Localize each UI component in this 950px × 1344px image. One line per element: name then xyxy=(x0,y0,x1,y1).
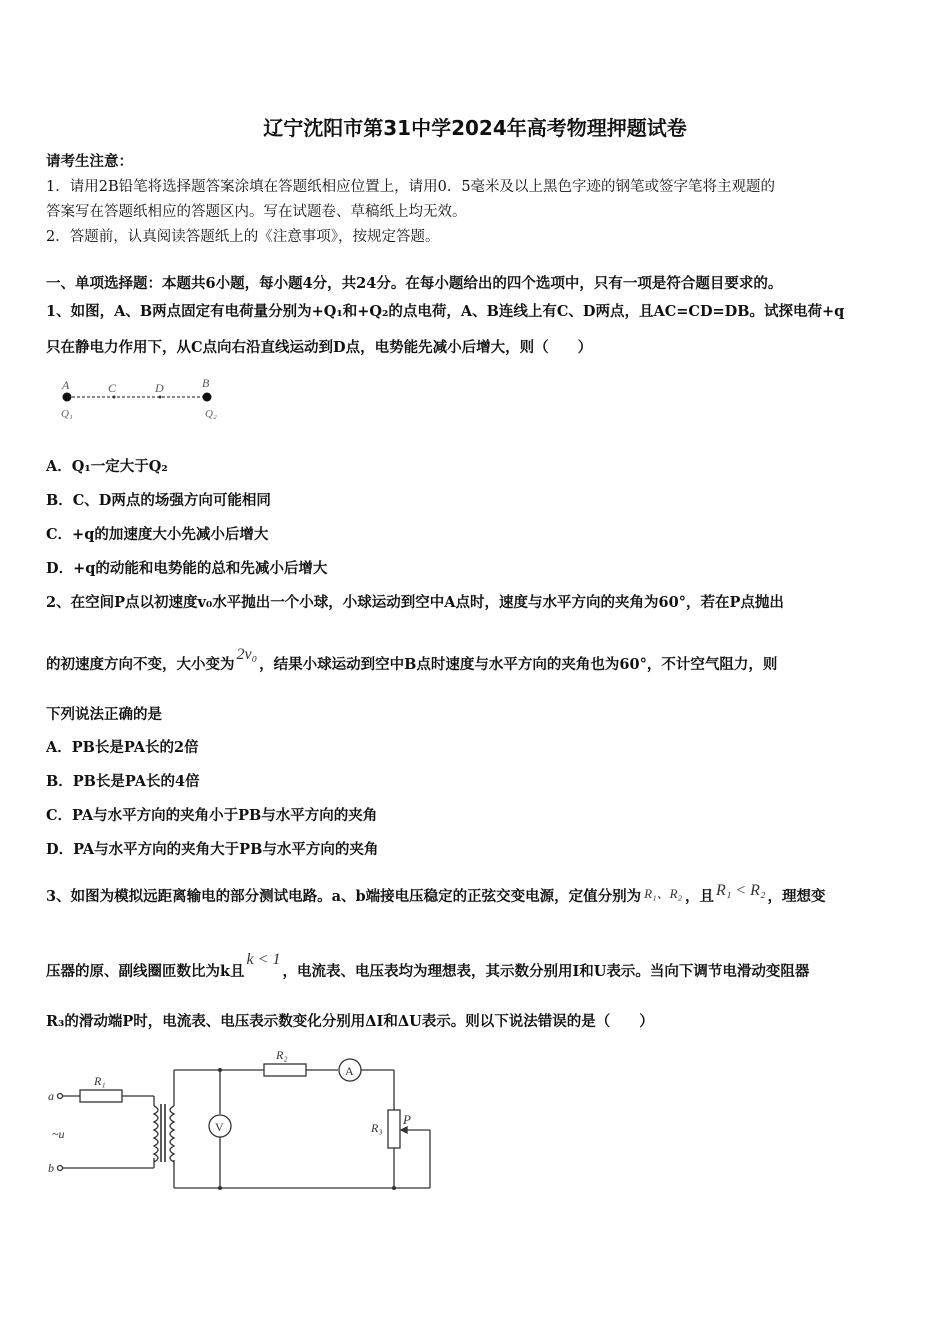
section-heading: 一、单项选择题：本题共6小题，每小题4分，共24分。在每小题给出的四个选项中，只有一项是符合题目要求的。 xyxy=(46,275,783,292)
q1-label-d: D xyxy=(155,381,164,395)
q2-option-c: C．PA与水平方向的夹角小于PB与水平方向的夹角 xyxy=(46,807,378,824)
q3-math-k-lt-1: k < 1 xyxy=(246,951,281,968)
q3-terminal-b xyxy=(58,1166,63,1171)
q3-voltmeter-label: V xyxy=(215,1120,224,1134)
q3-junction-top xyxy=(218,1068,222,1072)
q3-label-r3: R₃ xyxy=(371,1121,383,1135)
q1-label-a: A xyxy=(62,378,70,392)
q1-charge-q2 xyxy=(203,393,212,402)
q3-label-a: a xyxy=(48,1089,54,1103)
q1-charge-q1 xyxy=(63,393,72,402)
notice-item-1-line-2: 答案写在答题纸相应的答题区内。写在试题卷、草稿纸上均无效。 xyxy=(46,204,467,220)
q3-secondary-coil xyxy=(170,1106,174,1162)
notice-heading: 请考生注意： xyxy=(46,153,133,170)
q3-slider-arrow xyxy=(401,1127,407,1133)
q1-label-q2: Q₂ xyxy=(205,408,217,420)
q1-option-b: B．C、D两点的场强方向可能相同 xyxy=(46,492,271,509)
q2-option-d: D．PA与水平方向的夹角大于PB与水平方向的夹角 xyxy=(46,841,379,858)
q3-math-r1-r2: R₁、R₂ xyxy=(644,886,683,901)
q3-primary-coil xyxy=(154,1106,158,1162)
q3-label-r1: R₁ xyxy=(94,1074,106,1088)
q3-resistor-r2 xyxy=(264,1064,306,1076)
notice-item-1-line-1: 1．请用2B铅笔将选择题答案涂填在答题纸相应位置上，请用0．5毫米及以上黑色字迹的钢笔或签字笔将主观题的 xyxy=(46,179,776,195)
q3-junction-bottom-left xyxy=(218,1186,222,1190)
q1-point-c xyxy=(113,396,116,399)
q3-rheostat-r3 xyxy=(388,1110,400,1148)
q1-label-c: C xyxy=(108,381,117,395)
q3-stem-line-2 xyxy=(46,951,810,982)
q3-label-p: P xyxy=(403,1112,411,1127)
q3-label-r2: R₂ xyxy=(276,1048,288,1062)
q1-label-q1: Q₁ xyxy=(61,408,73,420)
q2-stem-line-3: 下列说法正确的是 xyxy=(46,706,162,723)
q3-stem-line-1 xyxy=(46,882,826,907)
q3-stem-line-2-b: ，电流表、电压表均为理想表，其示数分别用I和U表示。当向下调节电滑动变阻器 xyxy=(282,963,810,980)
q1-option-d: D．+q的动能和电势能的总和先减小后增大 xyxy=(46,560,328,577)
q3-label-b: b xyxy=(48,1161,54,1175)
q1-option-a: A．Q₁一定大于Q₂ xyxy=(46,458,168,475)
q2-stem-line-2 xyxy=(46,646,778,675)
q3-stem-line-1-c: ，理想变 xyxy=(767,888,826,905)
q1-stem-line-1: 1、如图，A、B两点固定有电荷量分别为+Q₁和+Q₂的点电荷，A、B连线上有C、D两点，且AC=CD=DB。试探电荷+q xyxy=(46,303,845,320)
q1-stem-line-2: 只在静电力作用下，从C点向右沿直线运动到D点，电势能先减小后增大，则（ ） xyxy=(46,339,593,356)
q2-option-b: B．PB长是PA长的4倍 xyxy=(46,773,200,790)
q2-stem-line-2-b: ，结果小球运动到空中B点时速度与水平方向的夹角也为60°，不计空气阻力，则 xyxy=(259,656,778,673)
q3-stem-line-1-b: ，且 xyxy=(685,888,715,905)
q3-label-u: ~u xyxy=(52,1127,65,1141)
q3-resistor-r1 xyxy=(80,1090,122,1102)
q2-stem-line-1: 2、在空间P点以初速度v₀水平抛出一个小球，小球运动到空中A点时，速度与水平方向的夹角为60°，若在P点抛出 xyxy=(46,594,784,611)
q2-stem-line-2-a: 的初速度方向不变，大小变为 xyxy=(46,656,235,673)
q3-stem-line-2-a: 压器的原、副线圈匝数比为k且 xyxy=(46,963,245,980)
q3-junction-bottom-right xyxy=(392,1186,396,1190)
q1-point-d xyxy=(159,396,162,399)
q3-stem-line-3: R₃的滑动端P时，电流表、电压表示数变化分别用ΔI和ΔU表示。则以下说法错误的是（ ） xyxy=(46,1013,654,1030)
q2-math-2v0: 2v₀ xyxy=(236,646,258,663)
q3-circuit-diagram xyxy=(44,1040,444,1200)
q2-option-a: A．PB长是PA长的2倍 xyxy=(46,739,199,756)
q3-stem-line-1-a: 3、如图为模拟远距离输电的部分测试电路。a、b端接电压稳定的正弦交变电源，定值分别为 xyxy=(46,888,642,905)
q3-terminal-a xyxy=(58,1094,63,1099)
q1-option-c: C．+q的加速度大小先减小后增大 xyxy=(46,526,269,543)
q1-figure xyxy=(50,372,240,424)
notice-item-2: 2．答题前，认真阅读答题纸上的《注意事项》，按规定答题。 xyxy=(46,229,440,245)
q3-math-r1-lt-r2: R₁ < R₂ xyxy=(716,882,766,899)
q3-ammeter-label: A xyxy=(345,1064,354,1078)
page-title: 辽宁沈阳市第31中学2024年高考物理押题试卷 xyxy=(263,116,687,140)
q1-label-b: B xyxy=(202,376,210,390)
